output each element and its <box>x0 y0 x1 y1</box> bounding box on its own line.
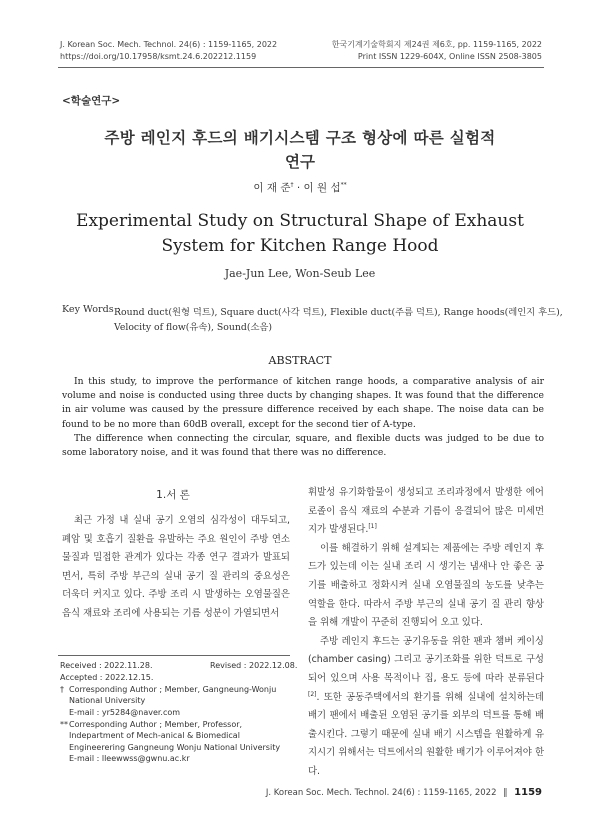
footer-journal: J. Korean Soc. Mech. Technol. 24(6) : 1159-1165, 2022 <box>265 788 497 798</box>
accepted-date: Accepted : 2022.12.15. <box>60 673 154 682</box>
page-footer <box>266 787 542 798</box>
section-heading: 1.서 론 <box>156 489 190 501</box>
corresponding-author-2: ** Corresponding Author ; Member, Professor, Indepartment of Mech-anical & Biomedical Engineerering Gangneung Wonju National University E-mail : lleewwss@gwnu.ac.kr <box>60 719 290 765</box>
journal-citation-ko: 한국기계기술학회지 제24권 제6호, pp. 1159-1165, 2022 <box>331 40 542 49</box>
keywords-line1: Round duct(원형 덕트), Square duct(사각 덕트), Flexible duct(주름 덕트), Range hoods(레인지 후드), <box>114 307 563 318</box>
revised-date: Revised : 2022.12.08. <box>210 661 298 670</box>
header-rule <box>58 67 544 68</box>
intro-paragraph-3: 이를 해결하기 위해 설계되는 제품에는 주방 레인지 후드가 있는데 이는 실내 조리 시 생기는 냄새나 안 좋은 공기를 배출하고 정화시켜 실내 오염물질의 농도를 낮추는 역할을 한다. 따라서 주방 부근의 실내 공기 질 관리 향상을 위해 개발이 꾸준히 진행되어 오고 있다. <box>308 542 544 629</box>
title-ko-line2: 연구 <box>285 153 315 171</box>
footnote-rule <box>58 655 290 656</box>
title-ko-line1: 주방 레인지 후드의 배기시스템 구조 형상에 따른 실험적 <box>104 129 496 147</box>
email-1[interactable]: E-mail : yr5284@naver.com <box>69 707 181 717</box>
corresponding-author-1: † Corresponding Author ; Member, Gangneung-Wonju National University E-mail : yr5284@naver.com <box>60 684 290 718</box>
footer-separator: ‖ <box>503 788 508 798</box>
authors-en: Jae-Jun Lee, Won-Seub Lee <box>224 267 376 280</box>
intro-paragraph-2: 휘발성 유기화합물이 생성되고 조리과정에서 발생한 에어로졸이 음식 재료의 수분과 기름이 응결되어 많은 미세먼지가 발생된다.[1] <box>308 487 544 536</box>
abstract-paragraph-2: The difference when connecting the circular, square, and flexible ducts was judged to be due to some laboratory noise, and it was found that there was no difference. <box>62 432 544 459</box>
received-date: Received : 2022.11.28. <box>60 661 153 670</box>
page-number: 1159 <box>514 787 542 798</box>
abstract-body <box>62 375 544 460</box>
keywords-label: Key Words : <box>62 304 120 315</box>
email-2[interactable]: E-mail : lleewwss@gwnu.ac.kr <box>69 754 190 764</box>
issn-info: Print ISSN 1229-604X, Online ISSN 2508-3805 <box>357 52 542 61</box>
abstract-heading: ABSTRACT <box>268 354 332 367</box>
journal-citation: J. Korean Soc. Mech. Technol. 24(6) : 1159-1165, 2022 <box>60 40 278 49</box>
intro-paragraph-4: 주방 레인지 후드는 공기유동을 위한 팬과 챔버 케이싱(chamber casing) 그리고 공기조화를 위한 덕트로 구성되어 있으며 사용 목적이나 집, 용도 등에 따라 분류된다[2]. 또한 공동주택에서의 환기를 위해 실내에 설치하는데 배기 팬에서 배출된 오염된 공기를 외부의 덕트를 통해 배출시킨다. 그렇기 때문에 실내 배기 시스템을 원활하게 유지시기 위해서는 덕트에서의 원활한 배기가 이루어져야 한다. <box>308 635 544 777</box>
title-en-line1: Experimental Study on Structural Shape of Exhaust <box>76 211 524 231</box>
doi-link[interactable]: https://doi.org/10.17958/ksmt.24.6.202212.1159 <box>60 52 257 61</box>
intro-paragraph-1: 최근 가정 내 실내 공기 오염의 심각성이 대두되고, 폐암 및 호흡기 질환을 유발하는 주요 원인이 주방 연소물질과 밀접한 관계가 있다는 각종 연구 결과가 발표되면서, 특히 주방 부근의 실내 공기 질 관리의 중요성은 더욱더 커지고 있다. 주방 조리 시 발생하는 오염물질은 음식 재료와 조리에 사용되는 기름 성분이 가열되면서 <box>62 515 290 619</box>
right-column <box>308 484 544 782</box>
keywords-line2: Velocity of flow(유속), Sound(소음) <box>114 322 273 333</box>
left-column <box>62 512 290 624</box>
article-category: <학술연구> <box>62 95 121 107</box>
title-en-line2: System for Kitchen Range Hood <box>161 236 439 256</box>
abstract-paragraph-1: In this study, to improve the performance of kitchen range hoods, a comparative analysis of air volume and noise is conducted using three ducts by changing shapes. It was found that the difference in air volume was caused by the pressure difference received by each shape. The noise data can be found to be no more than 60dB overall, except for the second tier of A-type. <box>62 376 544 430</box>
authors-ko: 이 재 준† · 이 원 섭** <box>253 181 347 194</box>
